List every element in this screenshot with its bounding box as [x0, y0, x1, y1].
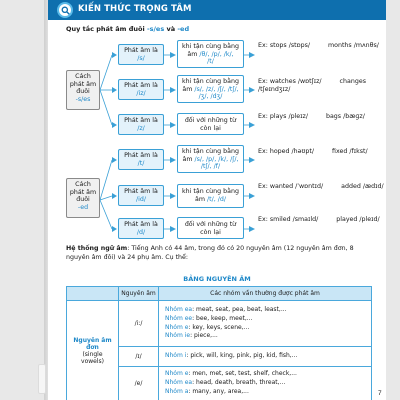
- vowel-table: [66, 286, 372, 400]
- vowel-cell: /ɪ/: [119, 347, 159, 367]
- vowel-group-cell: Nguyên âm đơn (single vowels): [67, 301, 119, 400]
- ed-example-2: Ex: wanted /ˈwɒntɪd/ added /ædɪd/: [258, 183, 384, 190]
- ed-example-1: Ex: hoped /həʊpt/ fixed /fɪkst/: [258, 148, 368, 155]
- s-sound-box-1: Phát âm là /s/: [118, 44, 164, 65]
- s-rule-root-box: Cách phát âm đuôi -s/es: [66, 70, 100, 110]
- ed-sound-box-2: Phát âm là /id/: [118, 185, 164, 206]
- s-sound-box-2: Phát âm là /iz/: [118, 79, 164, 100]
- vowel-cell: /e/: [119, 367, 159, 400]
- rule-section-title: Quy tắc phát âm đuôi -s/es và -ed: [66, 25, 190, 33]
- table-header-row: [67, 287, 372, 301]
- section-header-title: KIẾN THỨC TRỌNG TÂM: [78, 4, 192, 14]
- sidebar-thumbnail[interactable]: [38, 364, 46, 394]
- examples-cell: Nhóm ea: meat, seat, pea, beat, least,... Nhóm ee: bee, keep, meet,... Nhóm e: key, keys, scene,... Nhóm ie: piece,...: [159, 301, 372, 347]
- ed-condition-box-3: đối với những từ còn lại: [177, 217, 244, 239]
- ed-condition-box-1: khi tận cùng bằng âm /s/, /p/, /k/, /ʃ/, /tʃ/, /f/: [177, 145, 244, 173]
- s-example-2: Ex: watches /wɒtʃɪz/ changes /tʃeɪndʒɪz/: [258, 78, 367, 93]
- vowel-table-title: BẢNG NGUYÊN ÂM: [183, 275, 251, 283]
- ed-example-3: Ex: smiled /smaɪld/ played /pleɪd/: [258, 216, 380, 223]
- s-condition-box-1: khi tận cùng bằng âm /θ/, /p/, /k/, /t/: [177, 40, 244, 68]
- s-condition-box-2: khi tận cùng bằng âm /s/, /z/, /ʃ/, /tʃ/, /ʒ/, /dʒ/: [177, 75, 244, 103]
- examples-cell: Nhóm e: men, met, set, test, shelf, check,... Nhóm ea: head, death, breath, threat,... Nhóm a: many, any, area,...: [159, 367, 372, 400]
- table-header-cell: Nguyên âm: [119, 287, 159, 301]
- ed-sound-box-1: Phát âm là /t/: [118, 149, 164, 170]
- document-page: [48, 0, 386, 400]
- s-example-1: Ex: stops /stɒps/ months /mʌnθs/: [258, 42, 379, 49]
- phonetics-intro-paragraph: Hệ thống ngữ âm: Tiếng Anh có 44 âm, trong đó có 20 nguyên âm (12 nguyên âm đơn, 8 nguyên âm đôi) và 24 phụ âm. Cụ thể:: [66, 245, 354, 261]
- ed-condition-box-2: khi tận cùng bằng âm /t/, /d/: [177, 184, 244, 208]
- vowel-cell: /iː/: [119, 301, 159, 347]
- s-sound-box-3: Phát âm là /z/: [118, 114, 164, 135]
- examples-cell: Nhóm i: pick, will, king, pink, pig, kid, fish,...: [159, 347, 372, 367]
- s-condition-box-3: đối với những từ còn lại: [177, 113, 244, 135]
- table-header-cell: Các nhóm vần thường được phát âm: [159, 287, 372, 301]
- table-row: [67, 301, 372, 347]
- s-example-3: Ex: plays /pleɪz/ bags /bæɡz/: [258, 113, 365, 120]
- ed-rule-root-box: Cách phát âm đuôi -ed: [66, 178, 100, 218]
- page-number: 7: [378, 390, 382, 397]
- ed-sound-box-3: Phát âm là /d/: [118, 218, 164, 239]
- table-header-cell: [67, 287, 119, 301]
